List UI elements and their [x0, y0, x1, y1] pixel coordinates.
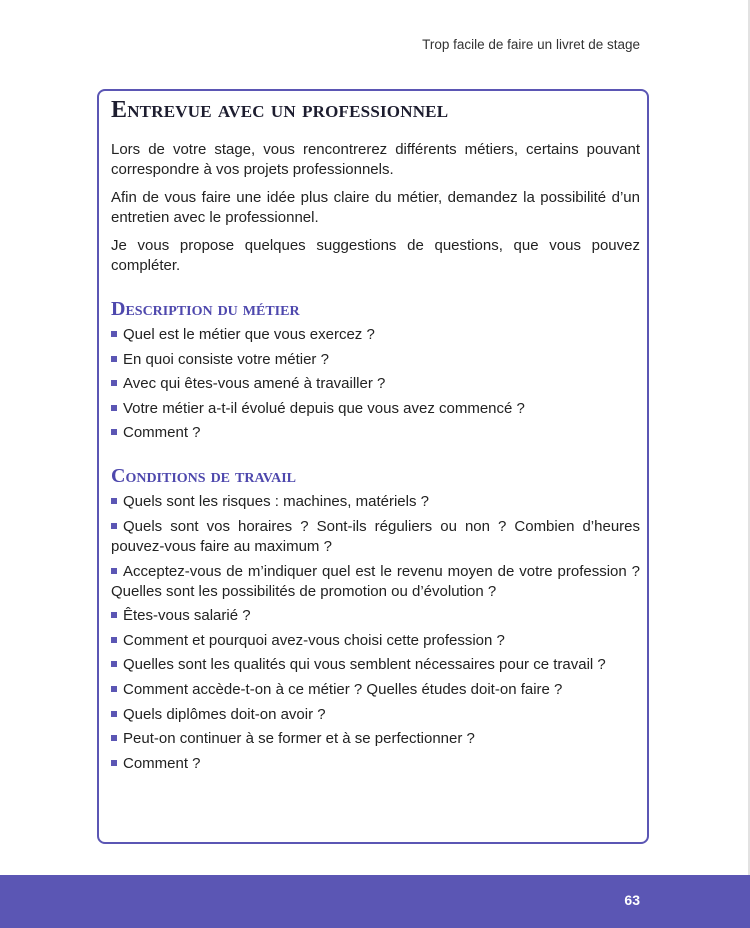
- intro-paragraph: Je vous propose quelques suggestions de questions, que vous pouvez compléter.: [111, 237, 640, 274]
- square-bullet-icon: [111, 661, 117, 667]
- question-text: Quels sont les risques : machines, matériels ?: [123, 493, 429, 511]
- list-item: [111, 423, 640, 443]
- question-text: Comment ?: [123, 754, 201, 772]
- section-heading-description: Description du métier: [111, 298, 300, 320]
- list-item: [111, 350, 640, 370]
- question-text: Quel est le métier que vous exercez ?: [123, 326, 375, 343]
- list-item: [111, 325, 640, 345]
- footer-bar: [0, 875, 750, 928]
- question-text: Êtes-vous salarié ?: [123, 607, 251, 625]
- list-item: [111, 562, 640, 602]
- square-bullet-icon: [111, 523, 117, 529]
- square-bullet-icon: [111, 686, 117, 692]
- square-bullet-icon: [111, 711, 117, 717]
- square-bullet-icon: [111, 429, 117, 435]
- question-text: Acceptez-vous de m’indiquer quel est le revenu moyen de votre profession ? Quelles sont les possibilités de promotion ou d’évolution ?: [111, 562, 640, 600]
- list-item: [111, 492, 640, 512]
- list-item: [111, 680, 640, 700]
- question-text: Quels diplômes doit-on avoir ?: [123, 705, 326, 723]
- list-item: [111, 631, 640, 651]
- square-bullet-icon: [111, 356, 117, 362]
- list-item: [111, 374, 640, 394]
- page-number: 63: [624, 892, 640, 908]
- content-box: [111, 97, 640, 778]
- question-list-conditions: [111, 492, 640, 773]
- box-title: Entrevue avec un professionnel: [111, 97, 449, 123]
- square-bullet-icon: [111, 568, 117, 574]
- square-bullet-icon: [111, 380, 117, 386]
- list-item: [111, 705, 640, 725]
- square-bullet-icon: [111, 637, 117, 643]
- square-bullet-icon: [111, 331, 117, 337]
- question-text: Avec qui êtes-vous amené à travailler ?: [123, 375, 386, 393]
- list-item: [111, 517, 640, 557]
- list-item: [111, 399, 640, 419]
- question-text: Comment ?: [123, 424, 201, 442]
- intro-paragraph: Lors de votre stage, vous rencontrerez différents métiers, certains pouvant correspondre à vos projets professionnels.: [111, 141, 640, 178]
- square-bullet-icon: [111, 405, 117, 411]
- running-header: Trop facile de faire un livret de stage: [422, 37, 640, 52]
- list-item: [111, 606, 640, 626]
- list-item: [111, 754, 640, 774]
- question-text: Quels sont vos horaires ? Sont-ils réguliers ou non ? Combien d’heures pouvez-vous faire au maximum ?: [111, 517, 640, 555]
- list-item: [111, 655, 640, 675]
- square-bullet-icon: [111, 760, 117, 766]
- question-text: Votre métier a-t-il évolué depuis que vous avez commencé ?: [123, 399, 525, 417]
- question-text: Quelles sont les qualités qui vous semblent nécessaires pour ce travail ?: [123, 656, 606, 674]
- square-bullet-icon: [111, 735, 117, 741]
- section-heading-conditions: Conditions de travail: [111, 465, 296, 488]
- square-bullet-icon: [111, 612, 117, 618]
- question-text: En quoi consiste votre métier ?: [123, 350, 329, 368]
- question-text: Peut-on continuer à se former et à se perfectionner ?: [123, 730, 475, 748]
- square-bullet-icon: [111, 498, 117, 504]
- question-text: Comment accède-t-on à ce métier ? Quelles études doit-on faire ?: [123, 680, 563, 698]
- question-list-description: [111, 325, 640, 443]
- list-item: [111, 729, 640, 749]
- intro-paragraph: Afin de vous faire une idée plus claire du métier, demandez la possibilité d’un entretien avec le professionnel.: [111, 189, 640, 226]
- question-text: Comment et pourquoi avez-vous choisi cette profession ?: [123, 631, 505, 649]
